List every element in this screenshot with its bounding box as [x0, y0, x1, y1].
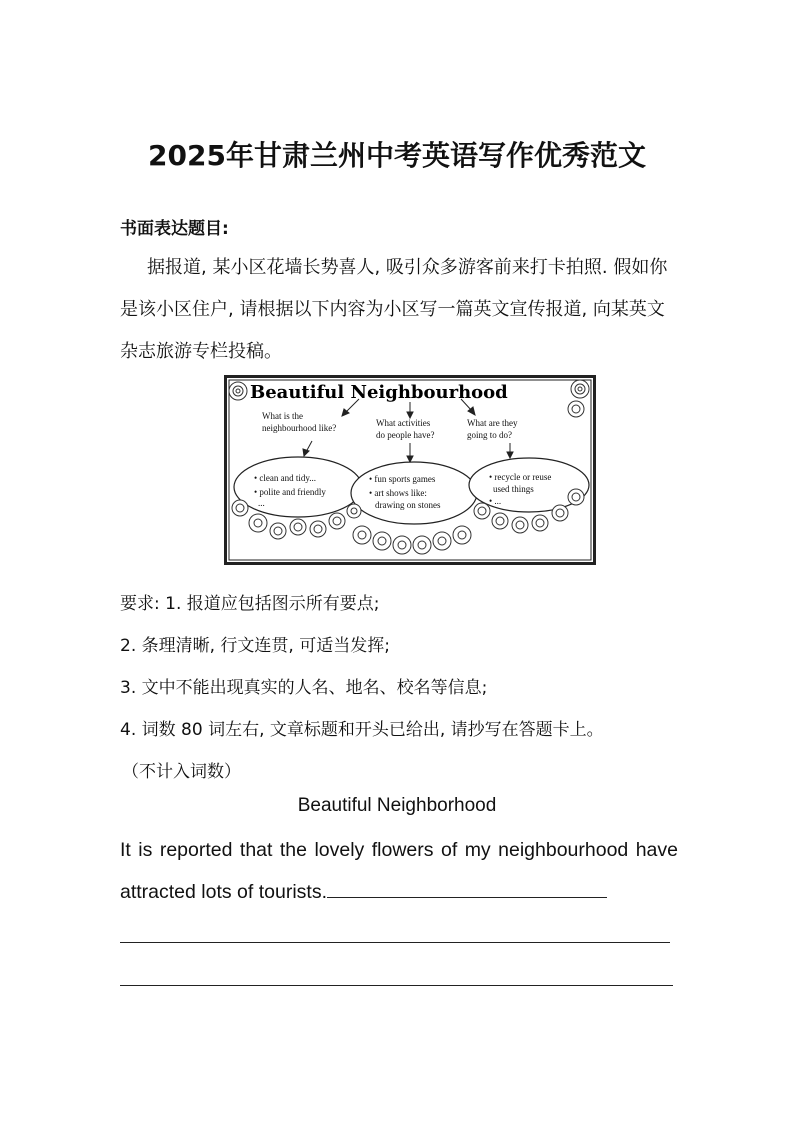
- requirement-2: 2. 条理清晰, 行文连贯, 可适当发挥;: [120, 636, 390, 656]
- answer-1-line-2: • polite and friendly: [254, 487, 326, 497]
- neighbourhood-figure: [224, 375, 596, 565]
- question-2-line-1: What activities: [376, 418, 431, 428]
- answer-blank[interactable]: [327, 883, 607, 898]
- answer-3-line-2: used things: [493, 484, 534, 494]
- essay-opening: [120, 829, 678, 913]
- answer-2-line-3: drawing on stones: [375, 500, 441, 510]
- question-3-line-2: going to do?: [467, 430, 512, 440]
- answer-2-line-2: • art shows like:: [369, 488, 427, 498]
- requirement-1: 要求: 1. 报道应包括图示所有要点;: [120, 594, 380, 614]
- essay-opening-text: It is reported that the lovely flowers of my neighbourhood have attracted lots of tourists.: [120, 839, 678, 903]
- essay-title: Beautiful Neighborhood: [297, 795, 497, 816]
- requirement-4: 4. 词数 80 词左右, 文章标题和开头已给出, 请抄写在答题卡上。: [120, 720, 604, 740]
- question-1-line-2: neighbourhood like?: [262, 423, 337, 433]
- section-label: 书面表达题目:: [120, 219, 229, 239]
- answer-line[interactable]: [120, 985, 673, 986]
- answer-1-line-3: ...: [258, 498, 265, 508]
- question-1-line-1: What is the: [262, 411, 303, 421]
- answer-2-line-1: • fun sports games: [369, 474, 436, 484]
- requirement-note: （不计入词数）: [122, 762, 241, 782]
- figure-heading: Beautiful Neighbourhood: [250, 382, 508, 403]
- answer-3-line-1: • recycle or reuse: [489, 472, 552, 482]
- page-title: 2025年甘肃兰州中考英语写作优秀范文: [148, 139, 646, 172]
- requirement-3: 3. 文中不能出现真实的人名、地名、校名等信息;: [120, 678, 488, 698]
- task-description: 据报道, 某小区花墙长势喜人, 吸引众多游客前来打卡拍照. 假如你是该小区住户, 请根据以下内容为小区写一篇英文宣传报道, 向某英文杂志旅游专栏投稿。: [120, 257, 668, 362]
- question-2-line-2: do people have?: [376, 430, 435, 440]
- question-3-line-1: What are they: [467, 418, 518, 428]
- answer-3-line-3: • ...: [489, 496, 502, 506]
- answer-line[interactable]: [120, 942, 670, 943]
- answer-1-line-1: • clean and tidy...: [254, 473, 317, 483]
